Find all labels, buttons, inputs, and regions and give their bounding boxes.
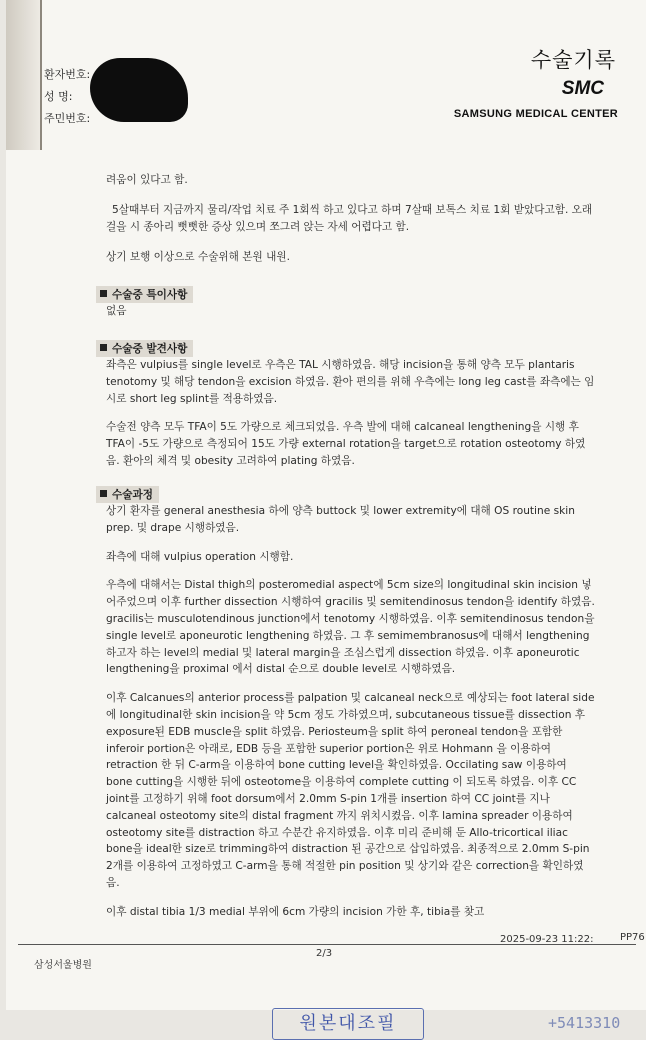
square-bullet-icon (100, 344, 107, 351)
fold-edge (40, 0, 42, 150)
folded-corner (6, 0, 42, 150)
intro-paragraph: 5살때부터 지금까지 물리/작업 치료 주 1회씩 하고 있다고 하며 7살때 보톡스 치료 1회 받았다고함. 오래 걸을 시 종아리 뻣뻣한 증상 있으며 쪼그려 앉는 자세 어렵다고 함. (106, 204, 593, 233)
footer-hospital: 삼성서울병원 (34, 960, 92, 971)
procedure-paragraph: 좌측에 대해 vulpius operation 시행함. (106, 550, 294, 563)
section-heading-findings: 수술중 발견사항 (96, 340, 193, 357)
page-number: 2/3 (316, 948, 333, 959)
form-code: PP76 (620, 932, 645, 943)
findings-body (106, 357, 596, 482)
square-bullet-icon (100, 290, 107, 297)
hospital-name: SAMSUNG MEDICAL CENTER (453, 108, 618, 120)
resident-number-label: 주민번호: (44, 112, 91, 125)
print-timestamp: 2025-09-23 11:22: (500, 934, 594, 945)
procedure-paragraph: 상기 환자를 general anesthesia 하에 양측 buttock 및 lower extremity에 대해 OS routine skin prep. 및 drape 시행하였음. (106, 505, 575, 534)
section-heading-procedure: 수술과정 (96, 486, 159, 503)
procedure-paragraph: 이후 distal tibia 1/3 medial 부위에 6cm 가량의 incision 가한 후, tibia를 찾고 (106, 905, 485, 918)
intro-line: 상기 보행 이상으로 수술위해 본원 내원. (106, 251, 290, 263)
procedure-body (106, 503, 596, 933)
procedure-paragraph: 이후 Calcanues의 anterior process를 palpation 및 calcaneal neck으로 예상되는 foot lateral side에 longitudinal한 skin incision을 약 5cm 정도 가하였으며, subcutaneous tissue를 dissection 후 exposure된 EDB muscle을 split 하였음. Periosteum을 split 하여 peroneal tendon을 포함한 inferoir portion은 아래로, EDB 등을 포함한 superior portion은 위로 Hohmann 을 이용하여 retraction 한 뒤 C-arm을 이용하여 bone cutting level을 확인하였음. Occilating saw 이용하여 bone cutting을 시행한 뒤에 osteotome을 이용하여 complete cutting 이 되도록 하였음. 이후 CC joint를 고정하기 위해 foot dorsum에서 2.0mm S-pin 1개를 insertion 하여 CC joint를 지나 calcaneal osteotomy site의 distal fragment 까지 위치시켰음. 이후 lamina spreader 이용하여 osteotomy site를 distraction 하고 수분간 유지하였음. 이후 미리 준비해 둔 Allo-tricortical iliac bone을 ideal한 size로 trimming하여 distraction 된 공간으로 삽입하였음. 최종적으로 2.0mm S-pin 2개를 이용하여 고정하였고 C-arm을 통해 적절한 pin position 및 상기와 같은 correction을 확인하였음. (106, 692, 595, 889)
original-verified-stamp: 원본대조필 (272, 1008, 424, 1040)
document-page (6, 0, 646, 1010)
smc-logo: SMC (561, 78, 604, 99)
stamp-number: +5413310 (548, 1014, 621, 1032)
patient-number-label: 환자번호: (44, 68, 91, 81)
special-body: 없음 (106, 305, 127, 317)
section-heading-special: 수술중 특이사항 (96, 286, 193, 303)
findings-paragraph: 수술전 양측 모두 TFA이 5도 가량으로 체크되었음. 우측 발에 대해 calcaneal lengthening을 시행 후 TFA이 -5도 가량으로 측정되어 15도 가량 external rotation을 target으로 rotation osteotomy 하였음. 환아의 체격 및 obesity 고려하여 plating 하였음. (106, 421, 586, 467)
redaction-mark (90, 58, 188, 122)
square-bullet-icon (100, 490, 107, 497)
intro-text (106, 172, 594, 279)
intro-line: 려움이 있다고 함. (106, 174, 188, 186)
procedure-paragraph: 우측에 대해서는 Distal thigh의 posteromedial aspect에 5cm size의 longitudinal skin incision 넣어주었으며 이후 further dissection 시행하여 gracilis 및 semitendinosus tendon을 identify 하였음. gracilis는 musculotendinous junction에서 tenotomy 시행하였음. 이후 semitendinosus tendon을 single level로 aponeurotic lengthening 하였음. 그 후 semimembranosus에 대해서 lengthening하고자 하는 level의 medial 및 lateral margin을 조심스럽게 dissection 하였음. 이후 aponeurotic lengthening을 proximal 에서 distal 순으로 double level로 시행하였음. (106, 579, 595, 676)
patient-name-label: 성 명: (44, 90, 73, 103)
findings-paragraph: 좌측은 vulpius를 single level로 우측은 TAL 시행하였음. 해당 incision을 통해 양측 모두 plantaris tenotomy 및 해당 tendon을 excision 하였음. 환아 편의를 위해 우측에는 long leg cast를 좌측에는 임시로 short leg splint를 적용하였음. (106, 359, 595, 405)
document-title: 수술기록 (530, 48, 616, 72)
